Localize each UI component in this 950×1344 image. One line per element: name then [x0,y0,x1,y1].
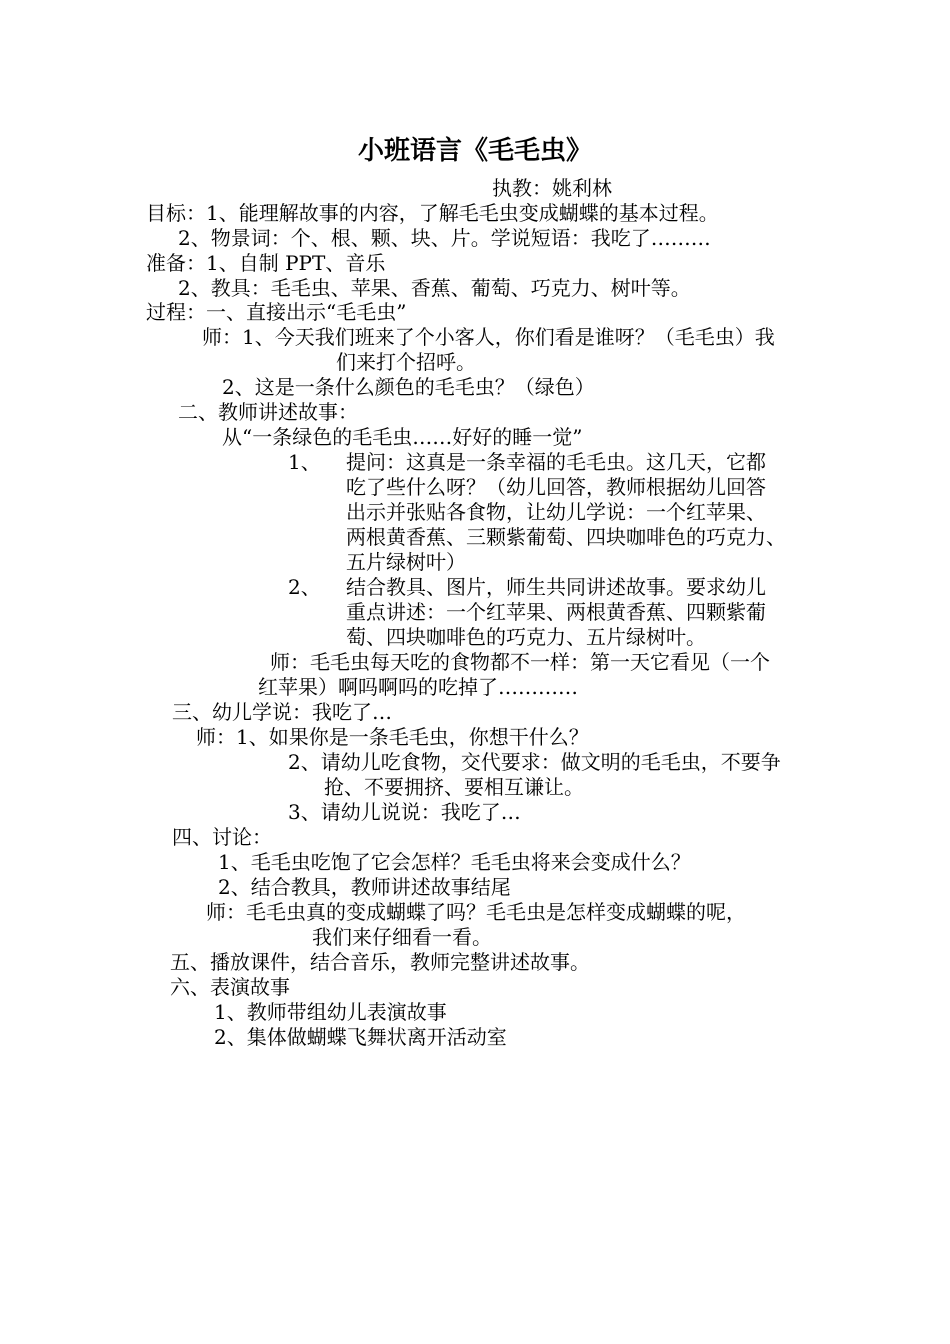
process-line: 1、毛毛虫吃饱了它会怎样？毛毛虫将来会变成什么？ [218,850,691,874]
list-text: 吃了些什么呀？（幼儿回答，教师根据幼儿回答 [346,475,766,499]
teacher-line: 执教：姚利林 [492,176,612,200]
process-line: 师：1、如果你是一条毛毛虫，你想干什么？ [196,725,589,749]
section-heading: 五、播放课件，结合音乐，教师完整讲述故事。 [170,950,590,974]
process-line: 2、结合教具，教师讲述故事结尾 [218,875,511,899]
list-text: 萄、四块咖啡色的巧克力、五片绿树叶。 [346,625,706,649]
section-heading: 三、幼儿学说：我吃了… [172,700,392,724]
section-heading: 四、讨论： [172,825,272,849]
process-line: 师：1、今天我们班来了个小客人，你们看是谁呀？（毛毛虫）我 [202,325,775,349]
process-heading: 过程：一、直接出示“毛毛虫” [146,300,407,324]
process-line: 2、请幼儿吃食物，交代要求：做文明的毛毛虫，不要争 [288,750,781,774]
list-text: 五片绿树叶） [346,550,466,574]
process-line: 3、请幼儿说说：我吃了… [288,800,521,824]
prep-line-2: 2、教具：毛毛虫、苹果、香蕉、葡萄、巧克力、树叶等。 [178,276,691,300]
process-line: 1、教师带组幼儿表演故事 [214,1000,447,1024]
process-line: 红苹果）啊吗啊吗的吃掉了………… [258,675,578,699]
list-number: 2、 [288,575,321,599]
process-line: 从“一条绿色的毛毛虫……好好的睡一觉” [222,425,583,449]
list-text: 提问：这真是一条幸福的毛毛虫。这几天，它都 [346,450,766,474]
section-heading: 二、教师讲述故事： [178,400,358,424]
list-text: 重点讲述：一个红苹果、两根黄香蕉、四颗紫葡 [346,600,766,624]
process-line: 抢、不要拥挤、要相互谦让。 [324,775,584,799]
process-line: 我们来仔细看一看。 [312,925,492,949]
process-line: 们来打个招呼。 [336,350,476,374]
section-heading: 六、表演故事 [170,975,290,999]
process-line: 师：毛毛虫真的变成蝴蝶了吗？毛毛虫是怎样变成蝴蝶的呢， [206,900,746,924]
prep-line-1: 准备：1、自制 PPT、音乐 [146,251,386,275]
process-line: 2、集体做蝴蝶飞舞状离开活动室 [214,1025,507,1049]
list-text: 结合教具、图片，师生共同讲述故事。要求幼儿 [346,575,766,599]
list-text: 两根黄香蕉、三颗紫葡萄、四块咖啡色的巧克力、 [346,525,786,549]
process-line: 2、这是一条什么颜色的毛毛虫？（绿色） [222,375,595,399]
list-text: 出示并张贴各食物，让幼儿学说：一个红苹果、 [346,500,766,524]
goal-line-1: 目标：1、能理解故事的内容，了解毛毛虫变成蝴蝶的基本过程。 [146,201,719,225]
document-title: 小班语言《毛毛虫》 [357,136,592,166]
process-line: 师：毛毛虫每天吃的食物都不一样：第一天它看见（一个 [270,650,770,674]
goal-line-2: 2、物景词：个、根、颗、块、片。学说短语：我吃了……… [178,226,711,250]
list-number: 1、 [288,450,321,474]
